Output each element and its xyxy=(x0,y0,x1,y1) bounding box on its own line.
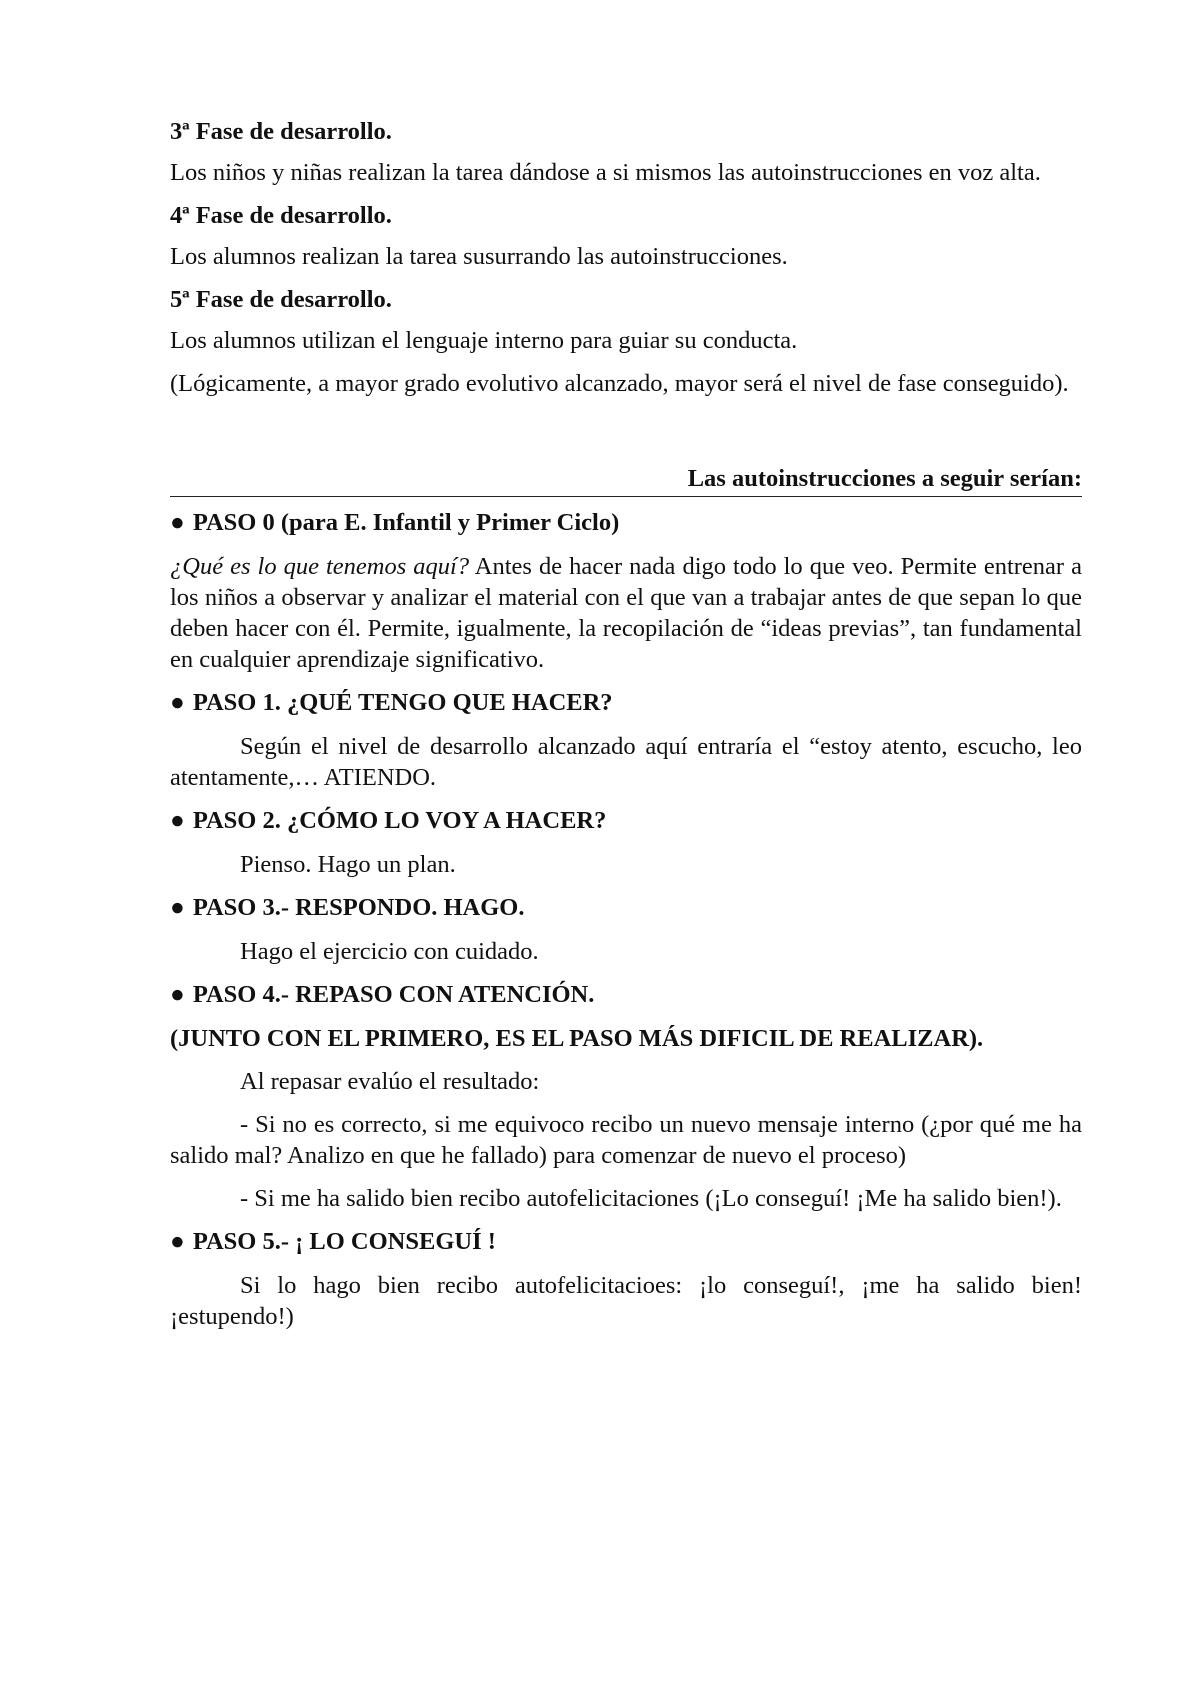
phase-5-title: 5ª Fase de desarrollo. xyxy=(170,286,392,313)
step-5-title-text: PASO 5.- ¡ LO CONSEGUÍ ! xyxy=(192,1228,496,1255)
step-3-title-text: PASO 3.- RESPONDO. HAGO. xyxy=(192,894,525,921)
step-4-right: - Si me ha salido bien recibo autofelicitaciones (¡Lo conseguí! ¡Me ha salido bien!). xyxy=(240,1185,1062,1212)
phase-4-title: 4ª Fase de desarrollo. xyxy=(170,202,392,229)
phase-note: (Lógicamente, a mayor grado evolutivo alcanzado, mayor será el nivel de fase conseguido). xyxy=(170,370,1069,397)
bullet-icon: ● xyxy=(170,807,185,834)
phase-3-text: Los niños y niñas realizan la tarea dándose a si mismos las autoinstrucciones en voz alta. xyxy=(170,159,1041,186)
step-4-wrong: - Si no es correcto, si me equivoco recibo un nuevo mensaje interno (¿por qué me ha salido mal? Analizo en que he fallado) para comenzar de nuevo el proceso) xyxy=(170,1111,1082,1169)
step-2-text: Pienso. Hago un plan. xyxy=(240,851,456,878)
section-title: Las autoinstrucciones a seguir serían: xyxy=(687,465,1082,492)
step-4-title xyxy=(170,979,1082,1010)
document-page xyxy=(170,116,1082,1344)
step-2-title-text: PASO 2. ¿CÓMO LO VOY A HACER? xyxy=(192,807,607,834)
step-1-text: Según el nivel de desarrollo alcanzado aquí entraría el “estoy atento, escucho, leo atentamente,… ATIENDO. xyxy=(170,733,1082,791)
step-0-title xyxy=(170,507,1082,538)
step-1-title xyxy=(170,687,1082,718)
step-3-title xyxy=(170,892,1082,923)
step-5-text: Si lo hago bien recibo autofelicitacioes: ¡lo conseguí!, ¡me ha salido bien! ¡estupendo!) xyxy=(170,1272,1082,1330)
bullet-icon: ● xyxy=(170,689,185,716)
step-0-text xyxy=(170,551,1082,675)
bullet-icon: ● xyxy=(170,1228,185,1255)
step-2-title xyxy=(170,805,1082,836)
step-0-question: ¿Qué es lo que tenemos aquí? xyxy=(170,553,470,580)
step-5-title xyxy=(170,1226,1082,1257)
step-1-title-text: PASO 1. ¿QUÉ TENGO QUE HACER? xyxy=(192,689,613,716)
step-0-title-text: PASO 0 (para E. Infantil y Primer Ciclo) xyxy=(192,509,620,536)
phase-4-text: Los alumnos realizan la tarea susurrando las autoinstrucciones. xyxy=(170,243,788,270)
section-divider xyxy=(170,463,1082,497)
step-4-warning: (JUNTO CON EL PRIMERO, ES EL PASO MÁS DIFICIL DE REALIZAR). xyxy=(170,1025,984,1052)
step-3-text: Hago el ejercicio con cuidado. xyxy=(240,938,539,965)
step-4-title-text: PASO 4.- REPASO CON ATENCIÓN. xyxy=(192,981,595,1008)
step-0-body: Antes de hacer nada digo todo lo que veo. Permite entrenar a los niños a observar y analizar el material con el que van a trabajar antes de que sepan lo que deben hacer con él. Permite, igualmente, la recopilación de “ideas previas”, tan fundamental en cualquier aprendizaje significativo. xyxy=(170,553,1082,673)
step-4-intro: Al repasar evalúo el resultado: xyxy=(240,1068,540,1095)
phase-3-title: 3ª Fase de desarrollo. xyxy=(170,118,392,145)
bullet-icon: ● xyxy=(170,894,185,921)
bullet-icon: ● xyxy=(170,509,185,536)
phase-5-text: Los alumnos utilizan el lenguaje interno para guiar su conducta. xyxy=(170,327,798,354)
bullet-icon: ● xyxy=(170,981,185,1008)
